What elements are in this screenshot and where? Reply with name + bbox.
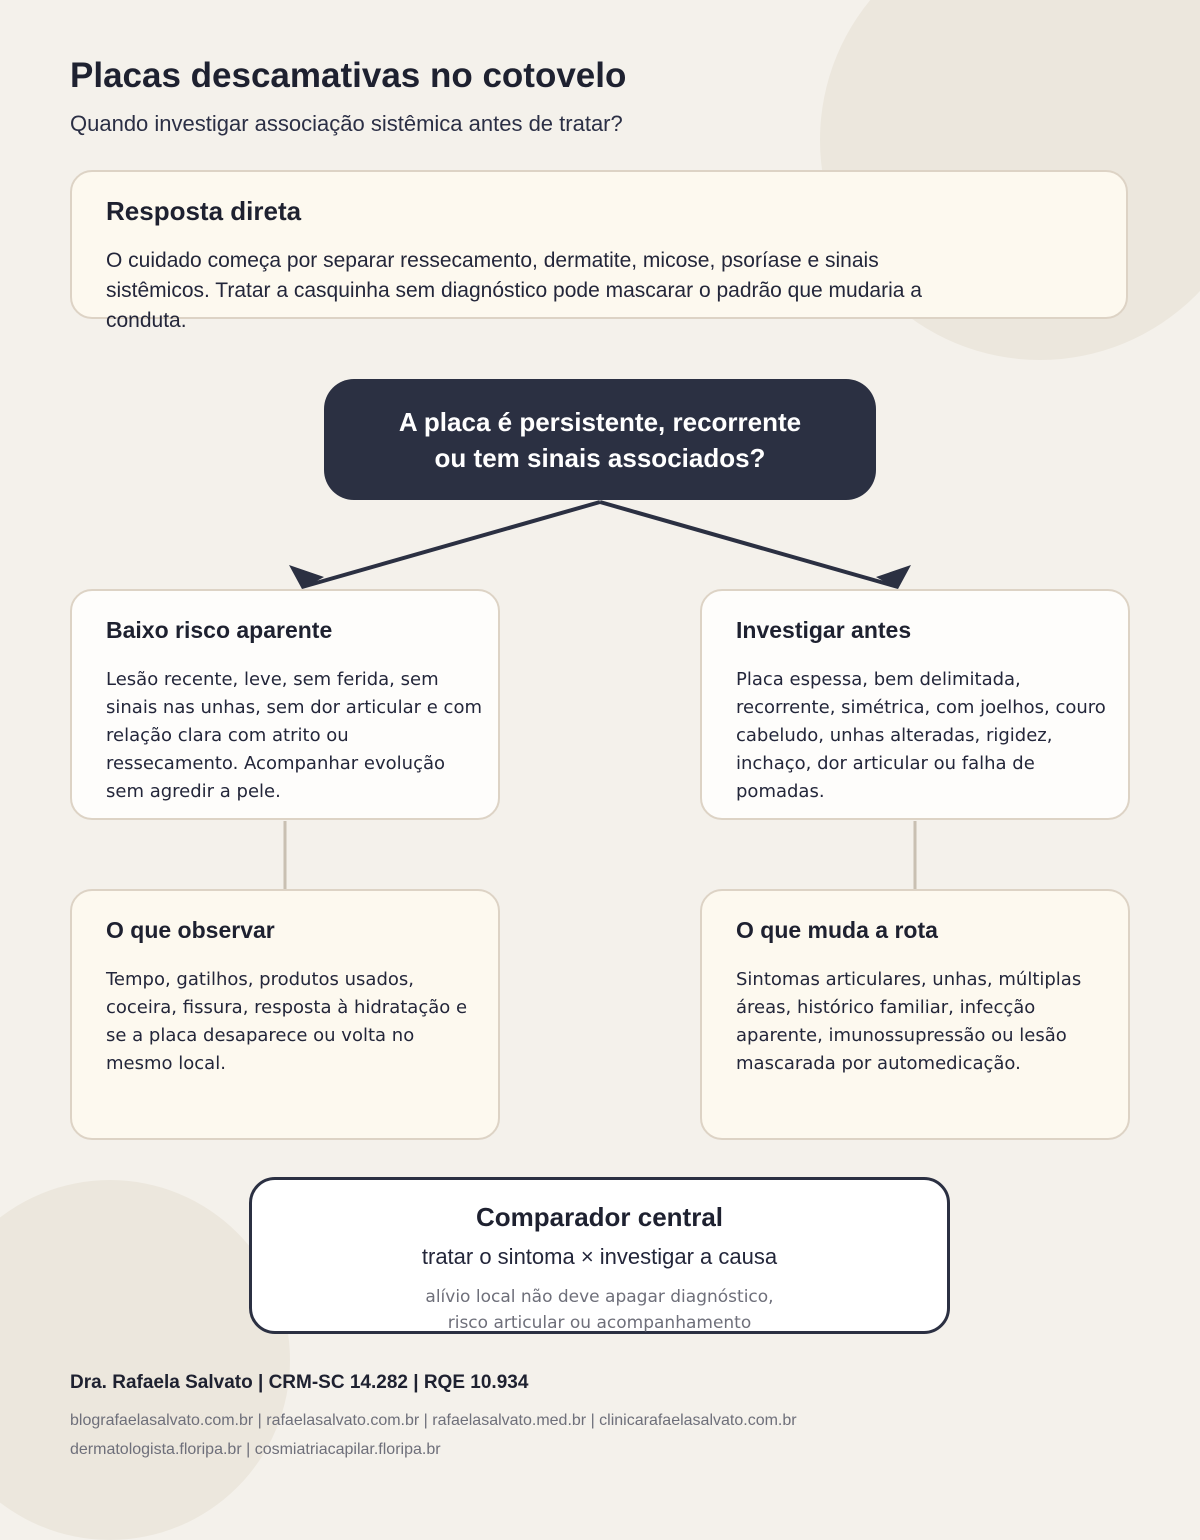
comparator-heading: Comparador central (475, 1202, 724, 1232)
decision-question (324, 379, 876, 500)
observe-card (70, 889, 500, 1140)
direct-answer-text: O cuidado começa por separar ressecamento, dermatite, micose, psoríase e sinais sistêmicos. Tratar a casquinha sem diagnóstico pode mascarar o padrão que mudaria a conduta. (106, 249, 922, 332)
branch-investigate-card (700, 589, 1130, 820)
arrow-head-left (289, 565, 324, 589)
comparator-note-line-1: alívio local não deve apagar diagnóstico, (425, 1287, 774, 1307)
comparator-note (252, 1284, 947, 1336)
observe-heading: O que observar (106, 917, 275, 943)
question-line-2: ou tem sinais associados? (434, 442, 766, 473)
route-change-card (700, 889, 1130, 1140)
question-line-1: A placa é persistente, recorrente (398, 406, 802, 437)
page-title: Placas descamativas no cotovelo (70, 56, 627, 95)
decorative-circle-bottom-left (0, 1180, 290, 1540)
branch-low-risk-card (70, 589, 500, 820)
arrow-line-left (302, 502, 600, 587)
arrow-head-right (876, 565, 911, 589)
author-credentials: Dra. Rafaela Salvato | CRM-SC 14.282 | RQE 10.934 (70, 1372, 529, 1393)
arrow-line-right (600, 502, 898, 587)
direct-answer-card (70, 170, 1128, 332)
footer-links-line-2: dermatologista.floripa.br | cosmiatriacapilar.floripa.br (70, 1441, 441, 1458)
route-change-text: Sintomas articulares, unhas, múltiplas áreas, histórico familiar, infecção aparente, imunossupressão ou lesão mascarada por automedicação. (736, 969, 1082, 1074)
route-change-heading: O que muda a rota (736, 917, 938, 943)
comparator-note-line-2: risco articular ou acompanhamento (447, 1313, 752, 1333)
branch-low-risk-heading: Baixo risco aparente (106, 617, 333, 643)
footer-links (70, 1406, 1070, 1464)
branch-investigate-heading: Investigar antes (736, 617, 912, 643)
page-subtitle: Quando investigar associação sistêmica antes de tratar? (70, 111, 623, 136)
branch-low-risk-text: Lesão recente, leve, sem ferida, sem sinais nas unhas, sem dor articular e com relação clara com atrito ou ressecamento. Acompanhar evolução sem agredir a pele. (106, 669, 482, 802)
central-comparator (249, 1177, 950, 1334)
footer-links-line-1: blografaelasalvato.com.br | rafaelasalvato.com.br | rafaelasalvato.med.br | clinicarafaelasalvato.com.br (70, 1412, 797, 1429)
direct-answer-heading: Resposta direta (106, 196, 302, 226)
branch-investigate-text: Placa espessa, bem delimitada, recorrente, simétrica, com joelhos, couro cabeludo, unhas alteradas, rigidez, inchaço, dor articular ou falha de pomadas. (736, 669, 1106, 802)
comparator-subheading: tratar o sintoma × investigar a causa (421, 1244, 778, 1269)
observe-text: Tempo, gatilhos, produtos usados, coceira, fissura, resposta à hidratação e se a placa desaparece ou volta no mesmo local. (106, 969, 468, 1074)
